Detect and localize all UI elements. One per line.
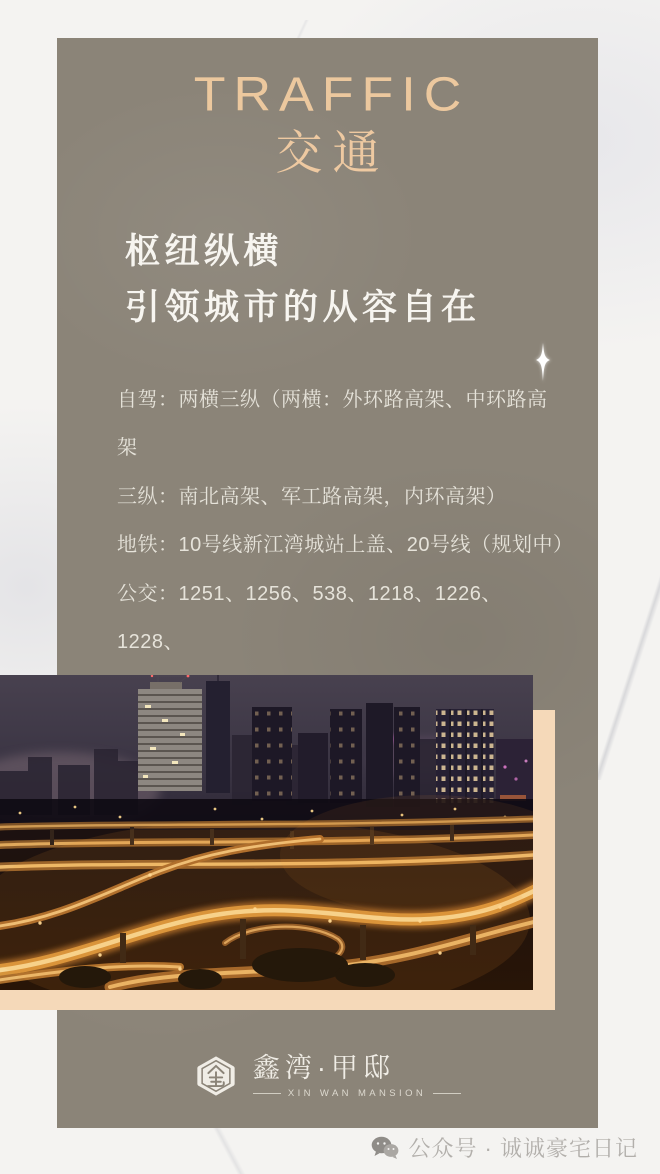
headline-line1: 枢纽纵横 [125, 232, 284, 271]
headline [125, 224, 481, 336]
transit-details [117, 376, 574, 715]
traffic-title: TRAFFIC [193, 68, 470, 122]
night-highway-interchange-photo [0, 675, 533, 990]
detail-line-driving2: 三纵：南北高架、军工路高架，内环高架） [117, 485, 507, 508]
wechat-icon [371, 1136, 399, 1160]
brand-logo [57, 1054, 598, 1099]
detail-line-driving: 自驾：两横三纵（两横：外环路高架、中环路高架 [117, 389, 548, 460]
brand-name-en-row [253, 1088, 461, 1099]
detail-line-bus: 公交：1251、1256、538、1218、1226、1228、 [117, 582, 502, 654]
traffic-subtitle-cn: 交通 [275, 126, 390, 179]
sparkle-icon [522, 338, 564, 386]
headline-line2: 引领城市的从容自在 [125, 288, 481, 327]
dash-divider-right [433, 1093, 461, 1094]
brand-name-cn: 鑫湾·甲邸 [252, 1053, 395, 1083]
dash-divider-left [253, 1093, 281, 1094]
watermark [371, 1132, 638, 1163]
detail-line-metro: 地铁：10号线新江湾城站上盖、20号线（规划中） [117, 534, 574, 557]
brand-name-block [253, 1054, 461, 1099]
brand-name-en: XIN WAN MANSION [287, 1087, 427, 1099]
brand-emblem-icon [194, 1054, 238, 1098]
watermark-text: 公众号 · 诚诚豪宅日记 [408, 1136, 638, 1161]
